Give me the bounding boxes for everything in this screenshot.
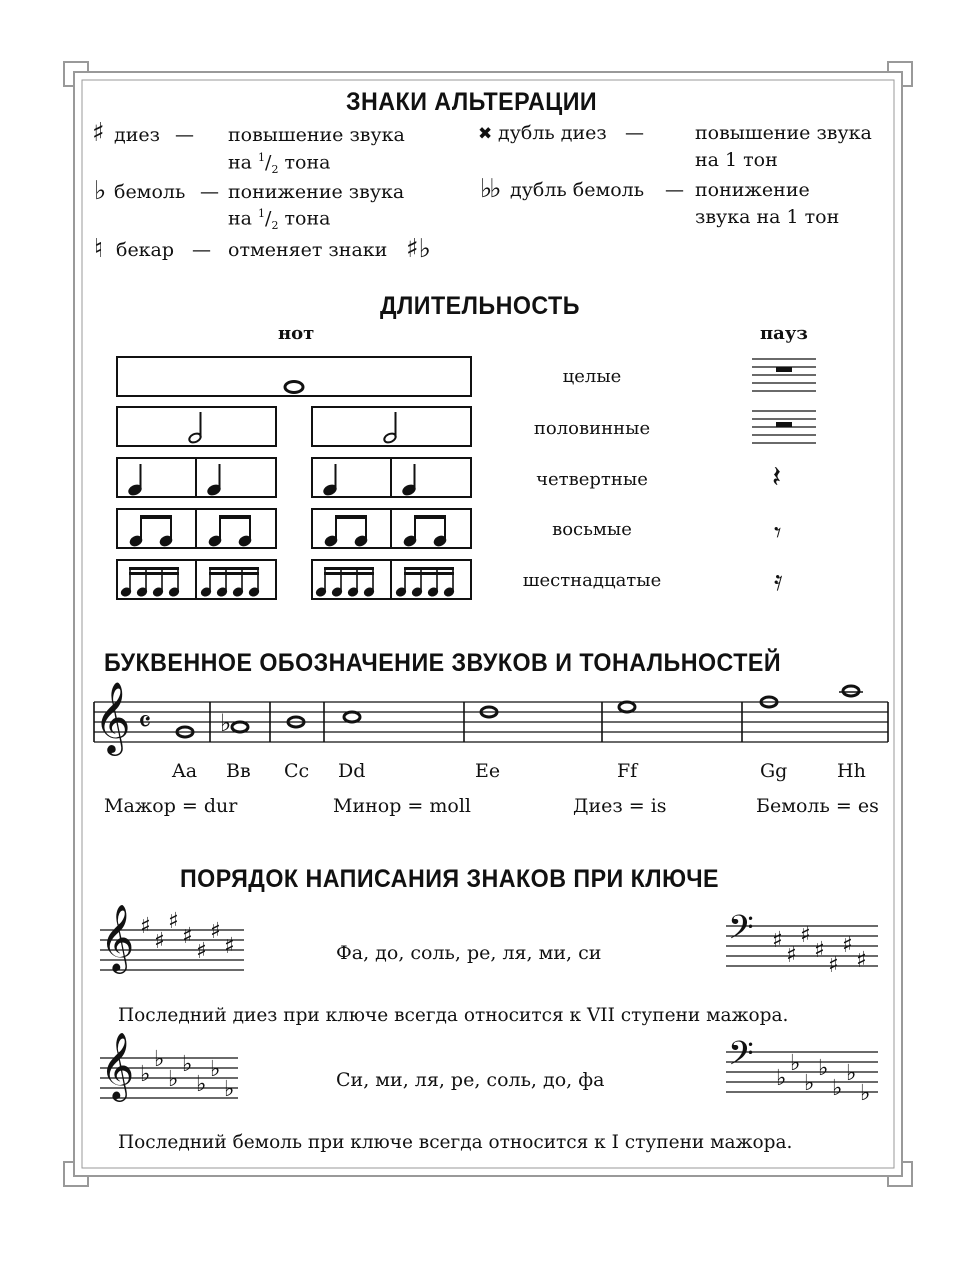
major-label: Мажор = dur [104, 795, 238, 817]
key-flat-icon: ♭ [790, 1051, 801, 1076]
letter-b: Вв [226, 760, 251, 782]
letter-a: Aa [172, 760, 198, 782]
double-flat-dash: — [665, 179, 684, 201]
flat-desc2-post: тона [284, 207, 331, 230]
natural-desc: отменяет знаки [228, 239, 388, 261]
whole-note-box [116, 356, 472, 397]
double-sharp-icon: ✖ [478, 124, 493, 144]
key-sharp-icon: ♯ [856, 948, 867, 973]
duration-label-quarter: четвертные [536, 469, 648, 490]
key-flat-icon: ♭ [776, 1066, 787, 1091]
sixteenth-note-group [120, 567, 179, 597]
eighth-note-pair [403, 515, 446, 547]
eighth-note-pair [324, 515, 367, 547]
notes-header: нот [278, 323, 315, 344]
sixteenth-note-group [200, 567, 259, 597]
letter-h: Hh [837, 760, 866, 782]
key-sharp-icon: ♯ [154, 929, 165, 954]
double-sharp-desc2: на 1 тон [695, 149, 778, 171]
key-sharp-icon: ♯ [800, 923, 811, 948]
key-flat-icon: ♭ [818, 1056, 829, 1081]
half-note-box-1 [116, 406, 277, 447]
key-flat-icon: ♭ [196, 1072, 207, 1097]
double-flat-desc2: звука на 1 тон [695, 206, 840, 228]
natural-icon: ♮ [94, 234, 104, 264]
letter-g: Gg [760, 760, 788, 782]
key-flat-icon: ♭ [860, 1081, 871, 1106]
key-sharp-icon: ♯ [772, 928, 783, 953]
key-flat-icon: ♭ [832, 1076, 843, 1101]
sharp-desc2-post: тона [284, 151, 331, 174]
treble-clef-icon: 𝄞 [100, 903, 135, 971]
half-note [383, 412, 397, 444]
sharp-name: диез [114, 124, 160, 146]
letter-d: Dd [338, 760, 366, 782]
key-sharp-icon: ♯ [168, 909, 179, 934]
letter-f: Ff [617, 760, 638, 782]
quarter-note-box-1 [116, 457, 277, 498]
key-flat-icon: ♭ [168, 1067, 179, 1092]
note-h [843, 686, 859, 696]
quarter-note [402, 464, 416, 496]
eighth-note-pair [129, 515, 172, 547]
key-flat-icon: ♭ [140, 1062, 151, 1087]
minor-label: Минор = moll [333, 795, 471, 817]
letters-title: БУКВЕННОЕ ОБОЗНАЧЕНИЕ ЗВУКОВ И ТОНАЛЬНОСТЕЙ [104, 649, 782, 677]
key-sharp-icon: ♯ [828, 953, 839, 978]
letter-e: Ee [475, 760, 501, 782]
flat-icon: ♭ [94, 176, 107, 206]
bass-clef-icon: 𝄢 [728, 909, 754, 955]
sharp-flat-icon: ♯♭ [406, 234, 431, 264]
key-sharp-icon: ♯ [224, 934, 235, 959]
double-sharp-dash: — [625, 122, 644, 144]
key-sharp-icon: ♯ [786, 943, 797, 968]
bass-clef-icon: 𝄢 [728, 1035, 754, 1081]
key-sharp-icon: ♯ [842, 933, 853, 958]
duration-label-sixteenth: шестнадцатые [522, 570, 662, 591]
whole-rest [752, 355, 822, 395]
keysig-title: ПОРЯДОК НАПИСАНИЯ ЗНАКОВ ПРИ КЛЮЧЕ [180, 865, 719, 893]
flat-frac-den: 2 [271, 219, 279, 233]
key-flat-icon: ♭ [182, 1052, 193, 1077]
half-note [188, 412, 202, 444]
flat-desc1: понижение звука [228, 181, 405, 203]
letter-c: Cc [284, 760, 310, 782]
double-sharp-desc1: повышение звука [695, 122, 872, 144]
key-sharp-icon: ♯ [210, 919, 221, 944]
sharps-order: Фа, до, соль, ре, ля, ми, си [336, 942, 602, 964]
sharp-frac-den: 2 [271, 163, 279, 177]
sharp-desc2-pre: на [228, 151, 252, 174]
sharp-desc2: на $^1/_2$ тона [228, 151, 331, 177]
quarter-note [207, 464, 221, 496]
common-time-icon: 𝄴 [138, 705, 152, 740]
half-note-box-2 [311, 406, 472, 447]
note-d [344, 712, 360, 722]
quarter-note [323, 464, 337, 496]
quarter-note-box-2 [311, 457, 472, 498]
double-sharp-name: дубль диез [498, 122, 607, 144]
flats-order: Си, ми, ля, ре, соль, до, фа [336, 1069, 605, 1091]
whole-note [285, 382, 303, 393]
flat-desc2-pre: на [228, 207, 252, 230]
flat-name: бемоль [114, 181, 186, 203]
eighth-note-pair [208, 515, 251, 547]
flat-label: Бемоль = es [756, 795, 879, 817]
rests-header: пауз [760, 323, 808, 344]
note-f [619, 702, 635, 712]
key-flat-icon: ♭ [154, 1047, 165, 1072]
double-flat-name: дубль бемоль [510, 179, 645, 201]
treble-clef-icon: 𝄞 [100, 1031, 135, 1099]
natural-dash: — [192, 239, 211, 261]
sixteenth-note-box-2 [311, 559, 472, 600]
key-sharp-icon: ♯ [182, 924, 193, 949]
key-sharp-icon: ♯ [196, 939, 207, 964]
quarter-rest: 𝄽 [772, 460, 782, 495]
alteration-title: ЗНАКИ АЛЬТЕРАЦИИ [346, 88, 598, 116]
flat-frac-num: 1 [258, 207, 266, 220]
eighth-rest: 𝄾 [774, 516, 782, 549]
duration-label-eighth: восьмые [552, 519, 632, 540]
duration-title: ДЛИТЕЛЬНОСТЬ [380, 292, 580, 320]
sixteenth-note-box-1 [116, 559, 277, 600]
sixteenth-note-group [395, 567, 454, 597]
flats-rule: Последний бемоль при ключе всегда относится к I ступени мажора. [118, 1132, 793, 1153]
treble-clef-icon: 𝄞 [94, 680, 131, 753]
sharp-label: Диез = is [573, 795, 667, 817]
sharp-dash: — [175, 124, 194, 146]
flat-desc2: на $^1/_2$ тона [228, 207, 331, 233]
eighth-note-box-2 [311, 508, 472, 549]
half-rest [752, 407, 822, 447]
eighth-note-box-1 [116, 508, 277, 549]
duration-label-half: половинные [533, 418, 651, 439]
double-flat-desc1: понижение [695, 179, 810, 201]
double-flat-icon: ♭♭ [480, 174, 499, 204]
key-flat-icon: ♭ [224, 1077, 235, 1102]
sharps-rule: Последний диез при ключе всегда относится к VII ступени мажора. [118, 1005, 789, 1026]
duration-label-whole: целые [562, 366, 622, 387]
sharp-desc1: повышение звука [228, 124, 405, 146]
key-flat-icon: ♭ [846, 1061, 857, 1086]
sharp-icon: ♯ [92, 118, 105, 148]
key-flat-icon: ♭ [804, 1071, 815, 1096]
key-sharp-icon: ♯ [140, 914, 151, 939]
b-flat-accidental: ♭ [220, 709, 232, 737]
letters-staff [92, 680, 892, 770]
sixteenth-note-group [315, 567, 374, 597]
key-sharp-icon: ♯ [814, 938, 825, 963]
key-flat-icon: ♭ [210, 1057, 221, 1082]
flat-dash: — [200, 181, 219, 203]
sharp-frac-num: 1 [258, 151, 266, 164]
sixteenth-rest: 𝄿 [774, 564, 783, 597]
note-b [232, 722, 248, 732]
natural-name: бекар [116, 239, 175, 261]
quarter-note [128, 464, 142, 496]
